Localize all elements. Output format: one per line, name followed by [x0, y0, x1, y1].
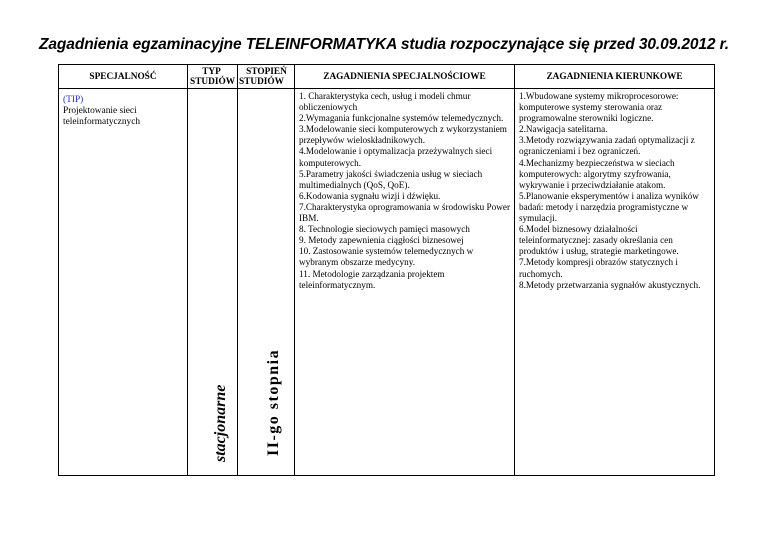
zagadnienia-kierunkowe-cell	[515, 89, 715, 476]
typ-studiow-cell	[188, 89, 238, 476]
specjalnosc-name: Projektowanie sieci teleinformatycznych	[63, 106, 141, 127]
header-typ-line1: TYP	[202, 66, 221, 77]
list-item: 8. Technologie sieciowych pamięci masowych	[299, 224, 470, 235]
list-item: 7.Metody kompresji obrazów statycznych i ruchomych.	[519, 257, 678, 279]
list-item: 3.Metody rozwiązywania zadań optymalizacji z ograniczeniami i bez ograniczeń.	[519, 135, 695, 157]
specjalnosc-cell	[59, 89, 188, 476]
header-zagadnienia-specjalnosciowe: ZAGADNIENIA SPECJALNOŚCIOWE	[295, 65, 515, 89]
list-item: 9. Metody zapewnienia ciągłości biznesowej	[299, 235, 464, 246]
table-row	[59, 89, 715, 476]
list-item: 10. Zastosowanie systemów telemedycznych w wybranym obszarze medycyny.	[299, 246, 474, 268]
list-item: 4.Modelowanie i optymalizacja przeżywalnych sieci komputerowych.	[299, 146, 493, 168]
header-stopien-line1: STOPIEŃ	[246, 66, 287, 77]
header-row	[59, 65, 715, 89]
header-typ-line2: STUDIÓW	[190, 76, 235, 87]
header-specjalnosc: SPECJALNOŚĆ	[59, 65, 188, 89]
list-item: 8.Metody przetwarzania sygnałów akustycznych.	[519, 279, 701, 290]
list-item: 2.Nawigacja satelitarna.	[519, 124, 608, 135]
list-item: 1. Charakterystyka cech, usług i modeli chmur obliczeniowych	[299, 91, 471, 113]
list-item: 11. Metodologie zarządzania projektem teleinformatycznym.	[299, 268, 445, 290]
list-item: 1.Wbudowane systemy mikroprocesorowe: komputerowe systemy sterowania oraz programowalne sterowniki logiczne.	[519, 91, 679, 124]
list-item: 6.Model biznesowy działalności teleinformatycznej: zasady określania cen produktów i usług, strategie marketingowe.	[519, 224, 679, 257]
list-item: 4.Mechanizmy bezpieczeństwa w sieciach komputerowych: algorytmy szyfrowania, wykrywanie i przeciwdziałanie atakom.	[519, 157, 675, 190]
exam-topics-table	[58, 64, 715, 476]
header-typ-studiow	[188, 65, 238, 89]
list-item: 5.Planowanie eksperymentów i analiza wyników badań: metody i narzędzia programistyczne w symulacji.	[519, 190, 699, 224]
page-title: Zagadnienia egzaminacyjne TELEINFORMATYKA studia rozpoczynające się przed 30.09.2012 r.	[39, 36, 729, 53]
header-stopien-line2: STUDIÓW	[239, 76, 284, 87]
list-item: 5.Parametry jakości świadczenia usług w sieciach multimedialnych (QoS, QoE).	[299, 168, 483, 190]
list-item: 6.Kodowania sygnału wizji i dźwięku.	[299, 190, 441, 201]
header-stopien-studiow	[238, 65, 295, 89]
list-item: 2.Wymagania funkcjonalne systemów telemedycznych.	[299, 113, 504, 124]
header-zagadnienia-kierunkowe: ZAGADNIENIA KIERUNKOWE	[515, 65, 715, 89]
stopien-studiow-value: II-go stopnia	[265, 348, 282, 456]
zagadnienia-specjalnosciowe-cell	[295, 89, 515, 476]
specjalnosc-code: (TIP)	[63, 95, 84, 105]
typ-studiow-value: stacjonarne	[211, 384, 229, 462]
stopien-studiow-cell	[238, 89, 295, 476]
list-item: 3.Modelowanie sieci komputerowych z wykorzystaniem przepływów wieloskładnikowych.	[299, 124, 507, 146]
list-item: 7.Charakterystyka oprogramowania w środowisku Power IBM.	[299, 201, 511, 224]
